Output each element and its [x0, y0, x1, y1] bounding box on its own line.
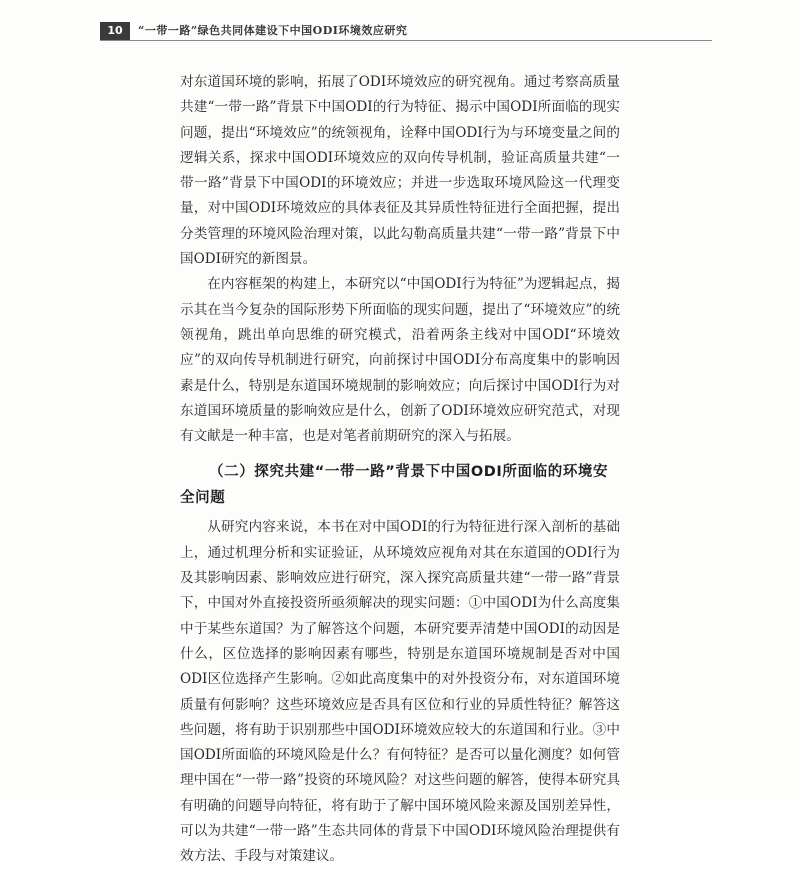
paragraph-continued: 对东道国环境的影响，拓展了ODI环境效应的研究视角。通过考察高质量共建“一带一路”背景下中国ODI的行为特征、揭示中国ODI所面临的现实问题，提出“环境效应”的统领视角，诠释中国ODI行为与环境变量之间的逻辑关系，探求中国ODI环境效应的双向传导机制，验证高质量共建“一带一路”背景下中国ODI的环境效应；并进一步选取环境风险这一代理变量，对中国ODI环境效应的具体表征及其异质性特征进行全面把握，提出分类管理的环境风险治理对策，以此勾勒高质量共建“一带一路”背景下中国ODI研究的新图景。	[180, 74, 620, 268]
paragraph-content-framework: 在内容框架的构建上，本研究以“中国ODI行为特征”为逻辑起点，揭示其在当今复杂的国际形势下所面临的现实问题，提出了“环境效应”的统领视角，跳出单向思维的研究模式，沿着两条主线对中国ODI“环境效应”的双向传导机制进行研究，向前探讨中国ODI分布高度集中的影响因素是什么，特别是东道国环境规制的影响效应；向后探讨中国ODI行为对东道国环境质量的影响效应是什么，创新了ODI环境效应研究范式，对现有文献是一种丰富，也是对笔者前期研究的深入与拓展。	[180, 276, 620, 445]
section-heading: （二）探究共建“一带一路”背景下中国ODI所面临的环境安全问题	[180, 464, 609, 507]
paragraph-research-content: 从研究内容来说，本书在对中国ODI的行为特征进行深入剖析的基础上，通过机理分析和实证验证，从环境效应视角对其在东道国的ODI行为及其影响因素、影响效应进行研究，深入探究高质量共建“一带一路”背景下，中国对外直接投资所亟须解决的现实问题：①中国ODI为什么高度集中于某些东道国？为了解答这个问题，本研究要弄清楚中国ODI的动因是什么，区位选择的影响因素有哪些，特别是东道国环境规制是否对中国ODI区位选择产生影响。②如此高度集中的对外投资分布，对东道国环境质量有何影响？这些环境效应是否具有区位和行业的异质性特征？解答这些问题，将有助于识别那些中国ODI环境效应较大的东道国和行业。③中国ODI所面临的环境风险是什么？有何特征？是否可以量化测度？如何管理中国在“一带一路”投资的环境风险？对这些问题的解答，使得本研究具有明确的问题导向特征，将有助于了解中国环境风险来源及国别差异性，可以为共建“一带一路”生态共同体的背景下中国ODI环境风险治理提供有效方法、手段与对策建议。	[180, 519, 620, 865]
page-header	[100, 22, 712, 41]
running-title: “一带一路”绿色共同体建设下中国ODI环境效应研究	[138, 24, 408, 37]
page-number: 10	[100, 22, 130, 40]
body-text	[180, 70, 620, 870]
